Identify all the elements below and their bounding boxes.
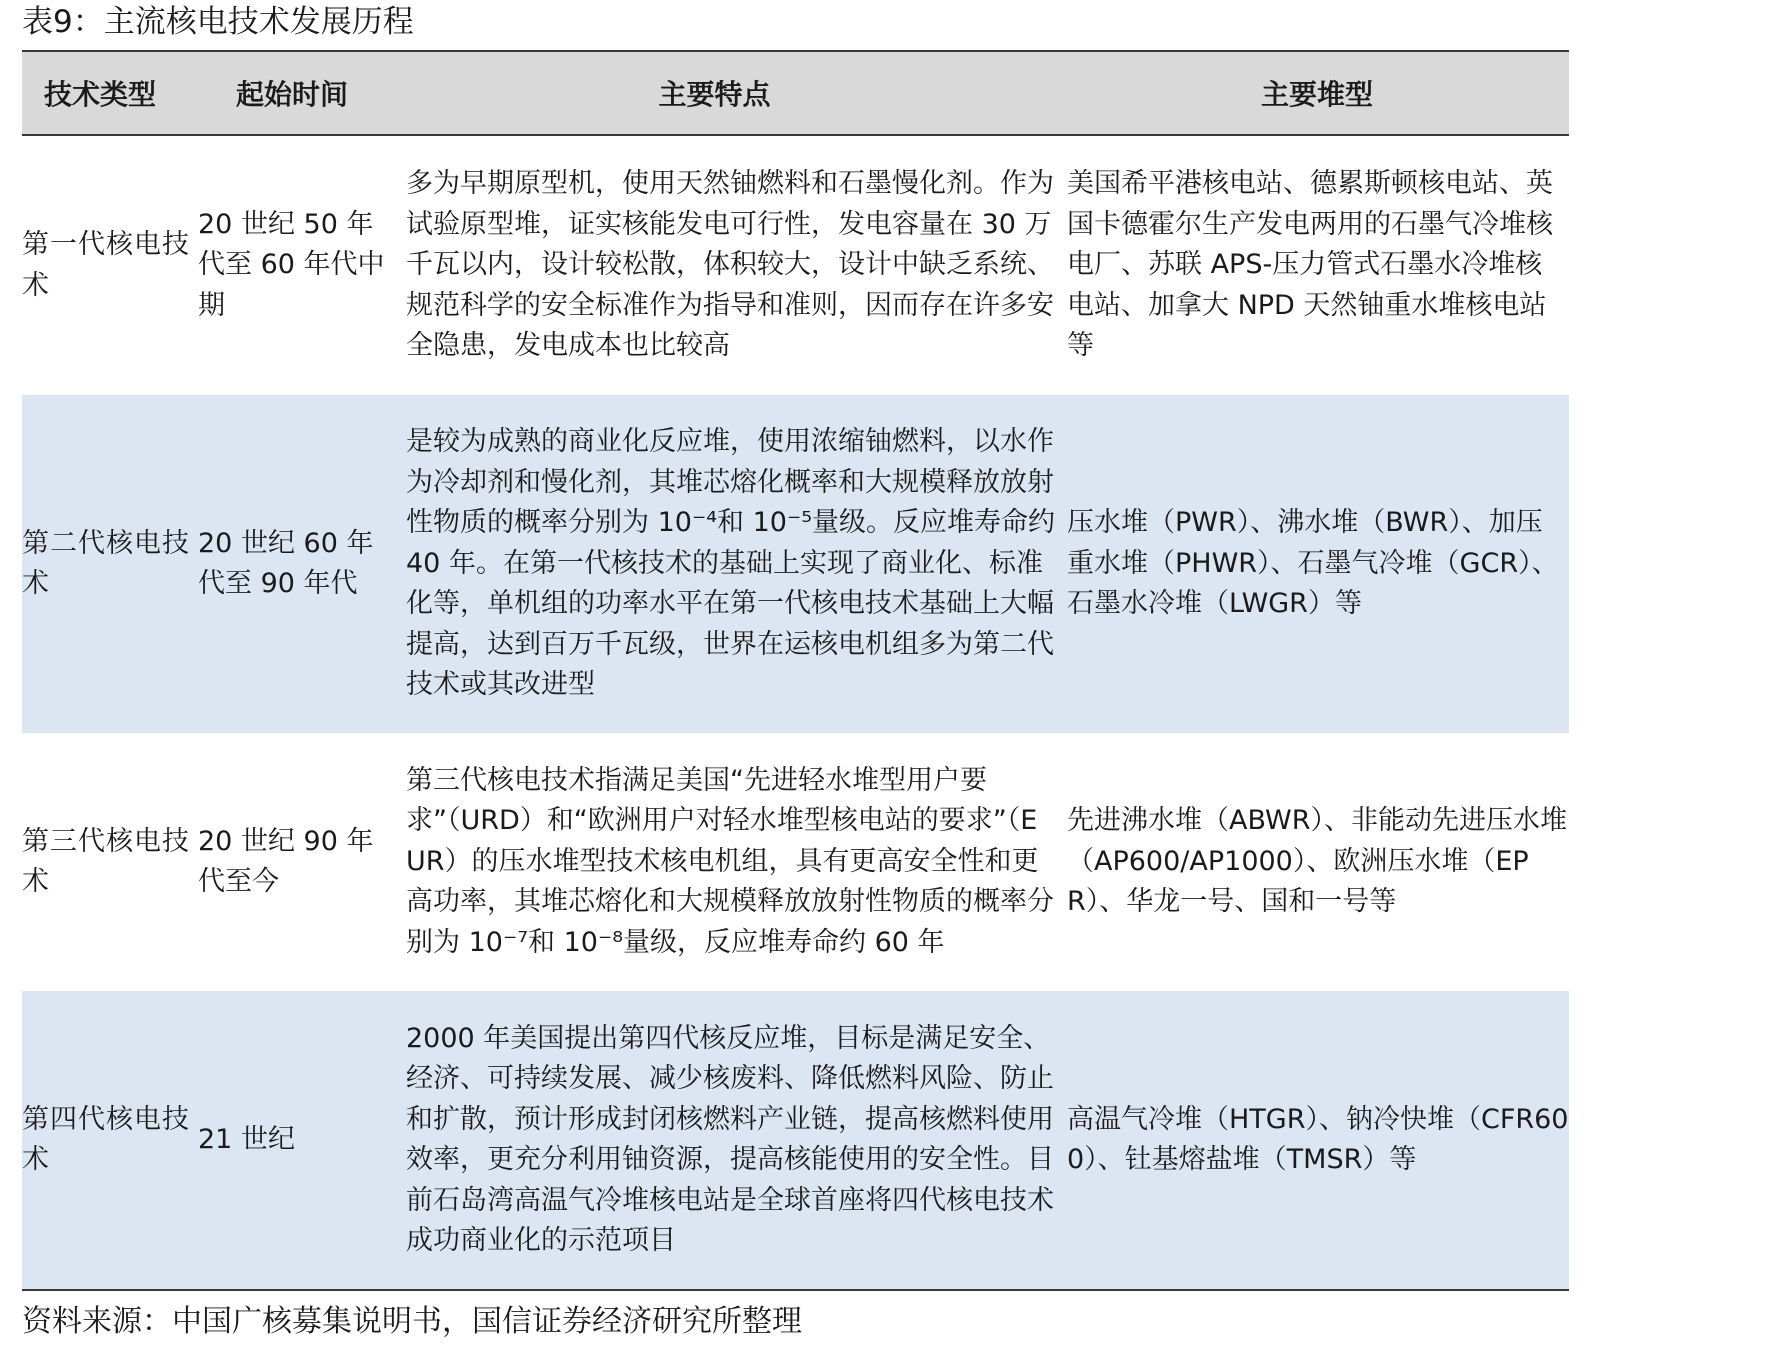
cell-features: 2000 年美国提出第四代核反应堆，目标是满足安全、经济、可持续发展、减少核废料、降低燃料风险、防止和扩散，预计形成封闭核燃料产业链，提高核燃料使用效率，更充分利用铀资源，提高核能使用的安全性。目前石岛湾高温气冷堆核电站是全球首座将四代核电技术成功商业化的示范项目 (406, 1022, 1054, 1256)
table-row (22, 136, 1569, 395)
cell-start: 20 世纪 60 年代至 90 年代 (198, 527, 374, 599)
cell-features: 是较为成熟的商业化反应堆，使用浓缩铀燃料，以水作为冷却剂和慢化剂，其堆芯熔化概率和大规模释放放射性物质的概率分别为 10⁻⁴和 10⁻⁵量级。反应堆寿命约 40 年。在第一代核技术的基础上实现了商业化、标准化等，单机组的功率水平在第一代核电技术基础上大幅提高，达到百万千瓦级，世界在运核电机组多为第二代技术或其改进型 (406, 426, 1056, 701)
source-note: 资料来源：中国广核募集说明书，国信证券经济研究所整理 (22, 1304, 802, 1339)
cell-type: 第四代核电技术 (22, 1103, 190, 1175)
cell-start: 21 世纪 (198, 1123, 295, 1155)
cell-reactors: 高温气冷堆（HTGR）、钠冷快堆（CFR600）、钍基熔盐堆（TMSR）等 (1067, 1103, 1569, 1175)
reactor-history-table (22, 50, 1569, 1291)
cell-type: 第二代核电技术 (22, 527, 190, 599)
cell-reactors: 压水堆（PWR）、沸水堆（BWR）、加压重水堆（PHWR）、石墨气冷堆（GCR）、石墨水冷堆（LWGR）等 (1067, 507, 1559, 620)
table-row (22, 991, 1569, 1289)
table-row (22, 395, 1569, 733)
cell-features: 第三代核电技术指满足美国“先进轻水堆型用户要求”（URD）和“欧洲用户对轻水堆型核电站的要求”（EUR）的压水堆型技术核电机组，具有更高安全性和更高功率，其堆芯熔化和大规模释放放射性物质的概率分别为 10⁻⁷和 10⁻⁸量级，反应堆寿命约 60 年 (406, 764, 1054, 958)
cell-reactors: 美国希平港核电站、德累斯顿核电站、英国卡德霍尔生产发电两用的石墨气冷堆核电厂、苏联 APS-压力管式石墨水冷堆核电站、加拿大 NPD 天然铀重水堆核电站等 (1067, 168, 1553, 362)
cell-type: 第一代核电技术 (22, 229, 190, 301)
table-caption: 表9：主流核电技术发展历程 (22, 4, 414, 40)
header-start: 起始时间 (236, 78, 349, 111)
cell-reactors: 先进沸水堆（ABWR）、非能动先进压水堆（AP600/AP1000）、欧洲压水堆（EPR）、华龙一号、国和一号等 (1067, 805, 1567, 918)
cell-start: 20 世纪 50 年代至 60 年代中期 (198, 208, 385, 321)
header-reactors: 主要堆型 (1260, 78, 1373, 111)
cell-type: 第三代核电技术 (22, 825, 190, 897)
header-features: 主要特点 (658, 78, 771, 111)
cell-start: 20 世纪 90 年代至今 (198, 825, 374, 897)
table-header-row (22, 52, 1569, 136)
table-row (22, 733, 1569, 991)
cell-features: 多为早期原型机，使用天然铀燃料和石墨慢化剂。作为试验原型堆，证实核能发电可行性，发电容量在 30 万千瓦以内，设计较松散，体积较大，设计中缺乏系统、规范科学的安全标准作为指导和准则，因而存在许多安全隐患，发电成本也比较高 (406, 168, 1054, 362)
header-type: 技术类型 (44, 78, 157, 111)
